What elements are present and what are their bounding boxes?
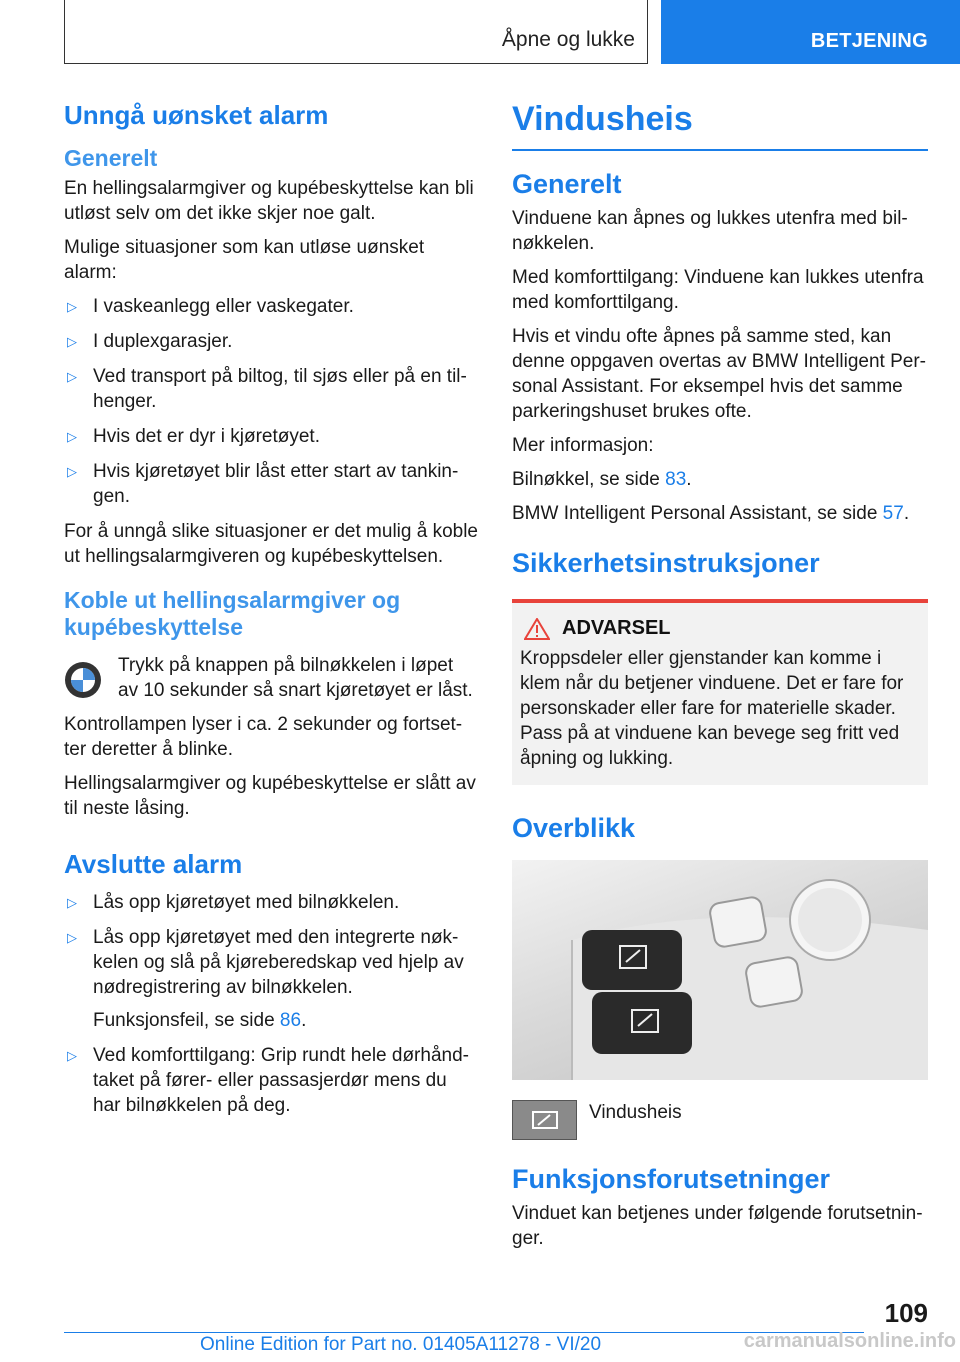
- paragraph: Hvis et vindu ofte åpnes på samme sted, kan denne oppgaven overtas av BMW Intelligent Per-sonal Assistant. For eksempel hvis det samme parkeringshuset brukes ofte.: [512, 326, 927, 422]
- list-item: ▷ Lås opp kjøretøyet med bilnøkkelen.: [67, 892, 400, 913]
- paragraph: Mulige situasjoner som kan utløse uønsket alarm:: [64, 237, 425, 283]
- page-link-86[interactable]: 86: [279, 1010, 302, 1031]
- cross-reference: Funksjonsfeil, se side 86.: [93, 1010, 307, 1031]
- paragraph: Med komforttilgang: Vinduene kan lukkes utenfra med komforttilgang.: [512, 267, 924, 313]
- heading-koble-ut: Koble ut hellingsalarmgiver og kupébeskyttelse: [64, 587, 401, 640]
- heading-vindusheis: Vindusheis: [512, 100, 928, 151]
- warning-box: [512, 599, 928, 785]
- heading-sikkerhet: Sikkerhetsinstruksjoner: [512, 548, 820, 578]
- list-item: ▷ Ved komforttilgang: Grip rundt hele dørhånd-taket på fører- eller passasjerdør mens du har bilnøkkelen på deg.: [67, 1045, 469, 1116]
- warning-triangle-icon: [524, 618, 550, 640]
- window-switch-icon: [512, 1100, 577, 1140]
- heading-generelt-right: Generelt: [512, 169, 622, 199]
- paragraph: Mer informasjon:: [512, 435, 654, 456]
- header-title-box: [64, 0, 648, 64]
- paragraph: Kontrollampen lyser i ca. 2 sekunder og fortset-ter deretter å blinke.: [64, 714, 463, 760]
- warning-text: Kroppsdeler eller gjenstander kan komme i klem når du betjener vinduene. Det er fare for personskader eller fare for materielle skader. Pass på at vinduene kan bevege seg fritt ved åpning og lukking.: [520, 648, 904, 769]
- window-switch-illustration: [512, 860, 928, 1080]
- list-avslutte: [64, 890, 478, 1118]
- page-number: 109: [884, 1298, 928, 1328]
- list-item: ▷ Hvis det er dyr i kjøretøyet.: [67, 426, 320, 447]
- paragraph: For å unngå slike situasjoner er det mulig å koble ut hellingsalarmgiveren og kupébeskyttelsen.: [64, 521, 479, 567]
- header-section-box: [661, 0, 960, 64]
- triangle-bullet-icon: ▷: [67, 930, 77, 945]
- left-column: [64, 100, 478, 1128]
- list-item: ▷ I vaskeanlegg eller vaskegater.: [67, 296, 354, 317]
- bmw-key-button-icon: [64, 661, 102, 699]
- list-item: ▷ I duplexgarasjer.: [67, 331, 233, 352]
- legend-row: [512, 1100, 928, 1140]
- triangle-bullet-icon: ▷: [67, 369, 77, 384]
- cross-reference: BMW Intelligent Personal Assistant, se side 57.: [512, 503, 910, 524]
- window-switch-photo: [512, 860, 928, 1080]
- triangle-bullet-icon: ▷: [67, 299, 77, 314]
- list-situations: [64, 294, 478, 509]
- header-section: BETJENING: [810, 30, 928, 52]
- key-instruction: [64, 653, 478, 703]
- legend-label: Vindusheis: [589, 1102, 682, 1123]
- page-link-83[interactable]: 83: [665, 469, 687, 490]
- list-item: ▷ Hvis kjøretøyet blir låst etter start av tankin-gen.: [67, 461, 459, 507]
- triangle-bullet-icon: ▷: [67, 895, 77, 910]
- triangle-bullet-icon: ▷: [67, 1048, 77, 1063]
- triangle-bullet-icon: ▷: [67, 429, 77, 444]
- paragraph: En hellingsalarmgiver og kupébeskyttelse kan bli utløst selv om det ikke skjer noe galt.: [64, 178, 474, 224]
- heading-avslutte-alarm: Avslutte alarm: [64, 849, 243, 879]
- heading-funksjon: Funksjonsforutsetninger: [512, 1164, 831, 1194]
- right-column: [512, 100, 928, 1260]
- page-link-57[interactable]: 57: [882, 503, 904, 524]
- warning-title: ADVARSEL: [562, 617, 671, 639]
- heading-overblikk: Overblikk: [512, 813, 636, 843]
- heading-unnga-alarm: Unngå uønsket alarm: [64, 100, 329, 130]
- paragraph: Hellingsalarmgiver og kupébeskyttelse er slått av til neste låsing.: [64, 773, 476, 819]
- paragraph: Vinduene kan åpnes og lukkes utenfra med bil-nøkkelen.: [512, 208, 908, 254]
- paragraph: Trykk på knappen på bilnøkkelen i løpet av 10 sekunder så snart kjøretøyet er låst.: [118, 655, 473, 701]
- paragraph: Vinduet kan betjenes under følgende forutsetnin-ger.: [512, 1203, 923, 1249]
- header-title: Åpne og lukke: [501, 28, 635, 51]
- footer-edition: Online Edition for Part no. 01405A11278 - VI/20: [200, 1334, 602, 1355]
- list-item: ▷ Ved transport på biltog, til sjøs eller på en til-henger.: [67, 366, 467, 412]
- triangle-bullet-icon: ▷: [67, 464, 77, 479]
- heading-generelt-left: Generelt: [64, 145, 158, 171]
- triangle-bullet-icon: ▷: [67, 334, 77, 349]
- watermark: carmanualsonline.info: [743, 1330, 956, 1352]
- list-item: ▷ Lås opp kjøretøyet med den integrerte nøk-kelen og slå på kjøreberedskap ved hjelp av nødregistrering av bilnøkkelen. Funksjonsfeil, se side 86.: [64, 925, 478, 1033]
- cross-reference: Bilnøkkel, se side 83.: [512, 469, 692, 490]
